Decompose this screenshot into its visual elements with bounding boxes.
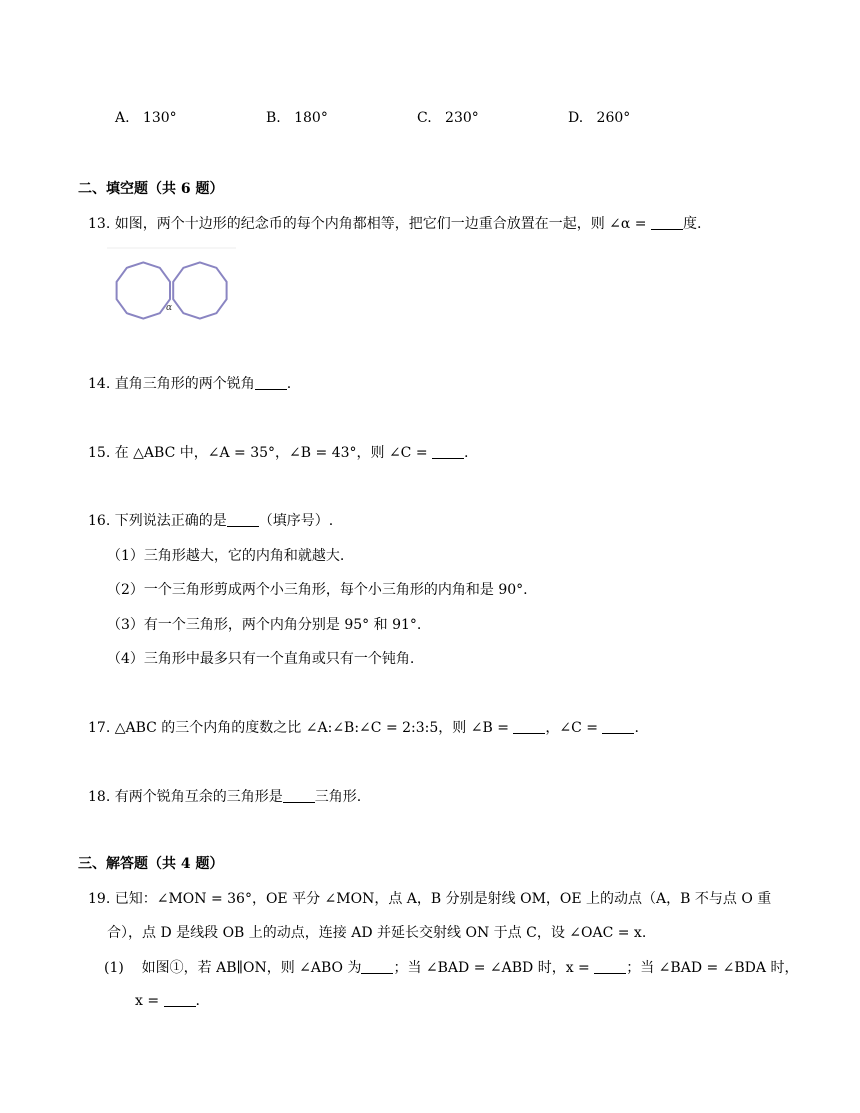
statement-2: （2）一个三角形剪成两个小三角形，每个小三角形的内角和是 90°.	[107, 582, 528, 598]
question-19-sub-1	[104, 957, 798, 977]
question-number: 14.	[88, 376, 111, 392]
question-18	[88, 786, 361, 806]
question-13	[88, 213, 701, 233]
question-15	[88, 442, 468, 462]
question-mid: ，∠C =	[545, 720, 603, 736]
sub-question-text: ；当 ∠BAD = ∠ABD 时，x =	[393, 960, 595, 976]
answer-blank	[164, 992, 196, 1007]
option-value: 180°	[294, 110, 328, 126]
decagon-figure	[106, 246, 236, 326]
question-17	[88, 717, 639, 737]
decagon-left	[117, 262, 173, 318]
answer-blank	[361, 959, 393, 974]
statement-4: （4）三角形中最多只有一个直角或只有一个钝角.	[107, 651, 415, 667]
option-c	[417, 110, 479, 126]
question-number: 13.	[88, 216, 111, 232]
question-suffix: .	[464, 445, 469, 461]
question-suffix: （填序号）.	[258, 513, 334, 529]
question-text: △ABC 的三个内角的度数之比 ∠A:∠B:∠C = 2:3:5，则 ∠B =	[114, 720, 514, 736]
statement-3: （3）有一个三角形，两个内角分别是 95° 和 91°.	[107, 617, 422, 633]
option-letter: C.	[417, 110, 432, 126]
question-number: 18.	[88, 789, 111, 805]
question-suffix: .	[286, 376, 292, 392]
alpha-label: α	[166, 303, 173, 313]
answer-blank	[651, 215, 683, 230]
answer-blank	[227, 512, 259, 527]
question-19-line-2: 合），点 D 是线段 OB 上的动点，连接 AD 并延长交射线 ON 于点 C，设 ∠OAC = x.	[107, 925, 647, 941]
option-value: 260°	[596, 110, 631, 126]
option-d	[568, 110, 630, 126]
question-number: 16.	[88, 513, 111, 529]
question-suffix: 三角形.	[314, 789, 362, 805]
option-value: 230°	[445, 110, 479, 126]
question-text: 直角三角形的两个锐角	[114, 376, 255, 392]
question-suffix: .	[634, 720, 639, 736]
sub-question-suffix: .	[195, 993, 200, 1009]
question-suffix: 度.	[682, 216, 702, 232]
option-a	[115, 110, 177, 126]
sub-question-text: 如图①，若 AB∥ON，则 ∠ABO 为	[141, 960, 362, 976]
answer-blank	[283, 788, 315, 803]
statement-1: （1）三角形越大，它的内角和就越大.	[107, 548, 345, 564]
question-number: 15.	[88, 445, 111, 461]
question-16	[88, 510, 333, 530]
sub-question-number: (1)	[104, 960, 124, 976]
sub-question-text: ；当 ∠BAD = ∠BDA 时，	[626, 960, 799, 976]
option-letter: D.	[568, 110, 584, 126]
section-title-answer: 三、解答题（共 4 题）	[78, 856, 224, 872]
question-text: 如图，两个十边形的纪念币的每个内角都相等，把它们一边重合放置在一起，则 ∠α =	[114, 216, 651, 232]
answer-blank	[602, 719, 634, 734]
question-19-line-1	[88, 888, 771, 908]
question-number: 19.	[88, 891, 111, 907]
option-b	[266, 110, 328, 126]
question-text: 在 △ABC 中，∠A = 35°，∠B = 43°，则 ∠C =	[114, 445, 433, 461]
answer-blank	[594, 959, 626, 974]
section-title-fill-in: 二、填空题（共 6 题）	[78, 181, 224, 197]
answer-blank	[255, 375, 287, 390]
question-14	[88, 373, 291, 393]
question-number: 17.	[88, 720, 111, 736]
decagon-right	[173, 262, 226, 318]
option-value: 130°	[142, 110, 177, 126]
option-letter: A.	[115, 110, 130, 126]
question-text: 已知：∠MON = 36°，OE 平分 ∠MON，点 A，B 分别是射线 OM，OE 上的动点（A，B 不与点 O 重	[114, 891, 772, 907]
answer-blank	[513, 719, 545, 734]
option-letter: B.	[266, 110, 281, 126]
question-text: 下列说法正确的是	[114, 513, 227, 529]
question-19-sub-1-cont	[135, 992, 200, 1009]
answer-blank	[432, 444, 464, 459]
question-text: 有两个锐角互余的三角形是	[114, 789, 283, 805]
sub-question-text: x =	[135, 993, 164, 1009]
